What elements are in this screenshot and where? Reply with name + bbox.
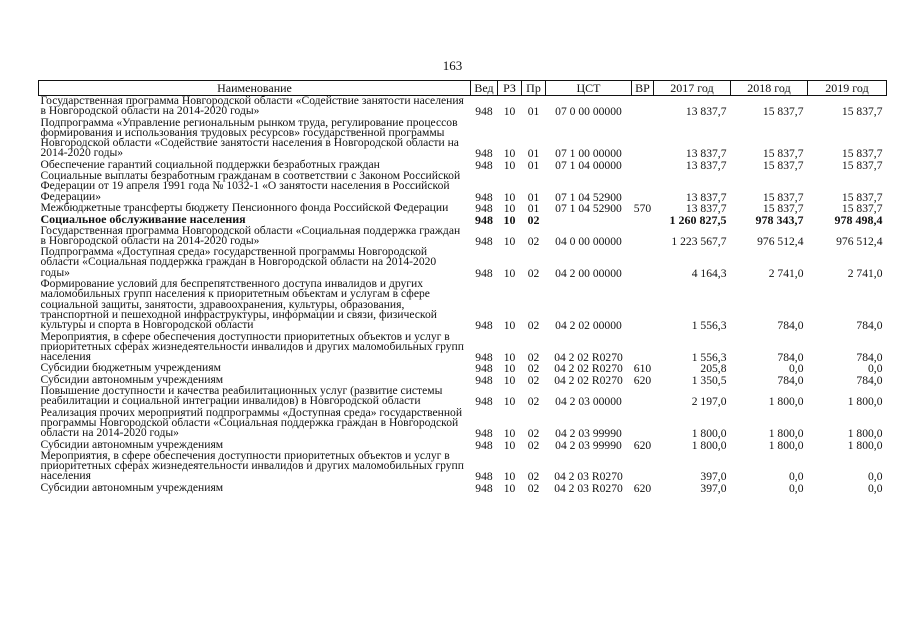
cell-ved: 948 [475,373,493,387]
cell-y2018: 0,0 [789,362,804,376]
cell-name: Мероприятия, в сфере обеспечения доступности приоритетных объектов и услуг в приоритетных сферах жизнедеятельности инвалидов и других маломобильных групп населения [40,329,464,364]
cell-y2018: 15 837,7 [762,190,804,204]
cell-rz: 10 [503,373,516,387]
cell-y2019: 15 837,7 [841,147,883,161]
table-row [39,171,887,203]
cell-y2019: 15 837,7 [841,201,883,215]
cell-name: Подпрограмма «Доступная среда» государственной программы Новгородской области «Социальная поддержка граждан в Новгородской области на 2014-2020 годы» [40,245,437,279]
header-2017: 2017 год [654,81,731,96]
table-row [39,451,887,483]
cell-cst: 07 0 00 00000 [555,105,622,119]
cell-ved: 948 [475,105,493,119]
cell-vr: 610 [633,362,652,376]
cell-pr: 02 [527,481,540,495]
cell-pr: 02 [527,362,540,376]
cell-y2017: 4 164,3 [691,266,727,280]
cell-rz: 10 [503,362,516,376]
cell-y2019: 1 800,0 [847,395,883,409]
cell-ved: 948 [475,362,493,376]
header-cst: ЦСТ [546,81,632,96]
cell-y2018: 976 512,4 [757,234,804,248]
cell-ved: 948 [475,234,493,248]
cell-pr: 02 [527,427,540,441]
cell-rz: 10 [503,201,516,215]
cell-pr: 01 [527,158,540,172]
cell-name: Субсидии автономным учреждениям [40,437,224,451]
cell-y2018: 784,0 [777,373,804,387]
cell-ved: 948 [475,201,493,215]
cell-y2017: 1 260 827,5 [669,213,727,228]
cell-y2017: 1 223 567,7 [671,234,727,248]
cell-pr: 02 [527,213,540,228]
cell-rz: 10 [503,266,516,280]
cell-name: Субсидии бюджетным учреждениям [40,361,221,375]
cell-pr: 01 [527,105,540,119]
cell-ved: 948 [475,427,493,441]
cell-cst: 04 2 02 R0270 [554,362,623,376]
table-body [39,96,887,494]
cell-vr [632,279,654,331]
cell-y2019: 15 837,7 [841,158,883,172]
cell-y2019: 0,0 [868,362,883,376]
cell-cst: 04 2 00 00000 [555,266,622,280]
header-2019: 2019 год [808,81,887,96]
cell-y2017: 13 837,7 [685,190,727,204]
cell-y2019: 15 837,7 [841,190,883,204]
cell-name: Государственная программа Новгородской области «Социальная поддержка граждан в Новгородской области на 2014-2020 годы» [40,223,461,247]
cell-cst: 04 2 03 99990 [555,438,622,452]
cell-y2018: 0,0 [789,470,804,484]
cell-pr: 02 [527,438,540,452]
cell-rz: 10 [503,147,516,161]
header-2018: 2018 год [731,81,808,96]
cell-cst: 07 1 04 00000 [555,158,622,172]
cell-y2019: 784,0 [856,373,883,387]
table-row [39,96,887,118]
cell-y2019: 1 800,0 [847,427,883,441]
table-row [39,332,887,364]
cell-y2018: 2 741,0 [768,266,804,280]
cell-name: Социальные выплаты безработным гражданам в соответствии с Законом Российской Федерации от 19 апреля 1991 года № 1032-1 «О занятости населения в Российской Федерации» [40,169,461,203]
cell-rz: 10 [503,234,516,248]
table-row [39,408,887,440]
cell-y2018: 1 800,0 [768,427,804,441]
cell-y2019: 784,0 [856,351,883,365]
cell-y2019: 0,0 [868,481,883,495]
cell-y2017: 1 800,0 [691,427,727,441]
budget-table [38,80,887,494]
cell-vr: 620 [633,438,652,452]
cell-rz: 10 [503,190,516,204]
cell-pr: 02 [527,395,540,409]
cell-cst: 04 2 03 00000 [555,395,622,409]
cell-y2019: 1 800,0 [847,438,883,452]
cell-cst: 04 0 00 00000 [555,234,622,248]
cell-pr: 02 [527,470,540,484]
cell-vr [632,118,654,160]
cell-name: Обеспечение гарантий социальной поддержки безработных граждан [40,157,380,171]
table-row [39,247,887,279]
table-row [39,483,887,494]
cell-ved: 948 [475,395,493,409]
page-number: 163 [442,58,463,73]
cell-y2018: 15 837,7 [762,147,804,161]
cell-ved: 948 [475,438,493,452]
cell-name: Повышение доступности и качества реабилитационных услуг (развитие системы реабилитации и социальной интеграции инвалидов) в Новгородской области [40,384,443,408]
cell-vr [632,451,654,483]
cell-cst [546,214,632,225]
cell-y2017: 1 800,0 [691,438,727,452]
cell-vr [632,408,654,440]
cell-vr [632,214,654,225]
cell-pr: 01 [527,147,540,161]
cell-pr: 01 [527,190,540,204]
cell-rz: 10 [503,213,516,228]
cell-cst: 04 2 03 R0270 [554,470,623,484]
cell-pr: 02 [527,234,540,248]
cell-y2018: 15 837,7 [762,158,804,172]
cell-y2017: 13 837,7 [685,147,727,161]
cell-vr [632,171,654,203]
cell-y2017: 397,0 [700,481,727,495]
cell-rz: 10 [503,319,516,333]
cell-cst: 07 1 00 00000 [555,147,622,161]
cell-y2018: 978 343,7 [755,213,804,228]
cell-rz: 10 [503,158,516,172]
cell-pr: 02 [527,319,540,333]
cell-cst: 04 2 02 00000 [555,319,622,333]
cell-vr: 620 [633,373,652,387]
header-vr: ВР [632,81,654,96]
cell-vr [632,386,654,408]
cell-cst: 07 1 04 52900 [555,190,622,204]
cell-rz: 10 [503,395,516,409]
cell-y2018: 784,0 [777,351,804,365]
cell-ved: 948 [475,147,493,161]
cell-y2018: 784,0 [777,319,804,333]
header-pr: Пр [522,81,546,96]
cell-y2017: 1 556,3 [691,351,727,365]
cell-rz: 10 [503,427,516,441]
cell-pr: 02 [527,373,540,387]
cell-name: Подпрограмма «Управление региональным рынком труда, регулирование процессов формирования и использования трудовых ресурсов» государственной программы Новгородской области «Содействие занятости населения в Новгородской области на 2014-2020 годы» [40,115,459,160]
cell-y2019: 784,0 [856,319,883,333]
cell-y2017: 13 837,7 [685,158,727,172]
cell-y2017: 1 350,5 [691,373,727,387]
cell-y2019: 976 512,4 [836,234,883,248]
header-rz: РЗ [498,81,522,96]
cell-y2019: 0,0 [868,470,883,484]
cell-name: Мероприятия, в сфере обеспечения доступности приоритетных объектов и услуг в приоритетных сферах жизнедеятельности инвалидов и других маломобильных групп населения [40,448,464,483]
cell-rz: 10 [503,470,516,484]
cell-vr [632,247,654,279]
cell-name: Социальное обслуживание населения [40,212,246,227]
table-row [39,118,887,160]
table-row [39,279,887,331]
cell-y2019: 978 498,4 [834,213,883,228]
cell-vr [632,226,654,248]
cell-ved: 948 [475,213,493,228]
cell-y2018: 15 837,7 [762,201,804,215]
cell-y2019: 15 837,7 [841,105,883,119]
cell-ved: 948 [475,470,493,484]
cell-name: Межбюджетные трансферты бюджету Пенсионного фонда Российской Федерации [40,200,449,214]
cell-vr: 570 [633,201,652,215]
cell-ved: 948 [475,158,493,172]
cell-name: Государственная программа Новгородской области «Содействие занятости населения в Новгородской области на 2014-2020 годы» [40,94,464,118]
cell-name: Субсидии автономным учреждениям [40,480,224,494]
cell-cst: 04 2 03 99990 [555,427,622,441]
cell-name: Реализация прочих мероприятий подпрограммы «Доступная среда» государственной программы Новгородской области «Социальная поддержка граждан в Новгородской области на 2014-2020 годы» [40,405,463,440]
cell-vr: 620 [633,481,652,495]
cell-ved: 948 [475,266,493,280]
cell-y2017: 2 197,0 [691,395,727,409]
cell-ved: 948 [475,319,493,333]
cell-y2019: 2 741,0 [847,266,883,280]
cell-y2017: 1 556,3 [691,319,727,333]
cell-y2018: 1 800,0 [768,438,804,452]
cell-vr [632,96,654,118]
table-row [39,226,887,248]
cell-rz: 10 [503,438,516,452]
cell-cst: 07 1 04 52900 [555,201,622,215]
cell-ved: 948 [475,190,493,204]
cell-cst: 04 2 02 R0270 [554,351,623,365]
cell-pr: 01 [527,201,540,215]
cell-vr [632,332,654,364]
header-ved: Вед [471,81,498,96]
cell-cst: 04 2 03 R0270 [554,481,623,495]
cell-name: Формирование условий для беспрепятственного доступа инвалидов и других маломобильных групп населения к приоритетным объектам и услугам в сфере социальной защиты, занятости, здравоохранения, культуры, образования, транспортной и пешеходной инфраструктуры, информации и связи, физической культуры и спорта в Новгородской области [40,277,437,332]
cell-pr: 02 [527,266,540,280]
cell-y2018: 0,0 [789,481,804,495]
cell-y2017: 205,8 [700,362,727,376]
cell-name: Субсидии автономным учреждениям [40,372,224,386]
cell-vr [632,160,654,171]
cell-y2017: 13 837,7 [685,201,727,215]
cell-y2017: 13 837,7 [685,105,727,119]
cell-pr: 02 [527,351,540,365]
header-name: Наименование [39,81,471,96]
cell-rz: 10 [503,351,516,365]
table-row [39,386,887,408]
cell-ved: 948 [475,481,493,495]
cell-y2018: 1 800,0 [768,395,804,409]
cell-y2017: 397,0 [700,470,727,484]
cell-rz: 10 [503,105,516,119]
cell-rz: 10 [503,481,516,495]
cell-cst: 04 2 02 R0270 [554,373,623,387]
cell-ved: 948 [475,351,493,365]
cell-y2018: 15 837,7 [762,105,804,119]
